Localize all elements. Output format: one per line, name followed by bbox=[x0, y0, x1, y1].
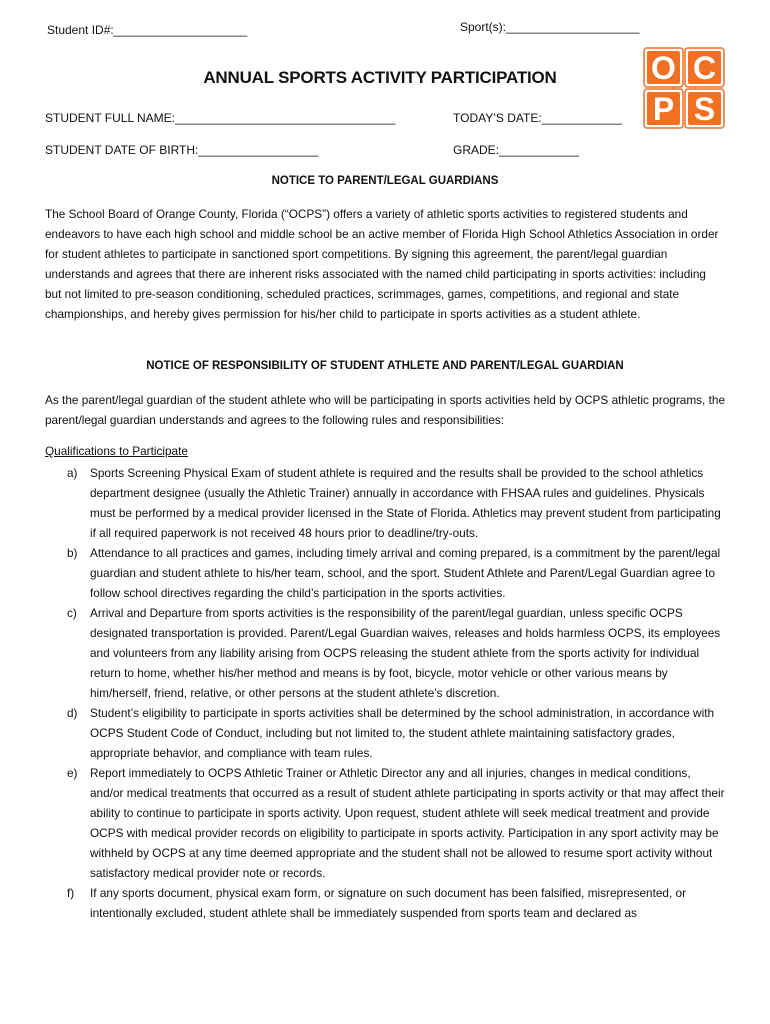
notice-responsibility-body: As the parent/legal guardian of the student athlete who will be participating in sports activities held by OCPS athletic programs, the parent/legal guardian understands and agrees to the following rules and responsibilities: bbox=[45, 393, 726, 427]
logo-letter-o: O bbox=[651, 50, 676, 86]
list-item-text: Sports Screening Physical Exam of student athlete is required and the results shall be provided to the school athletics department designee (usually the Athletic Trainer) annually in accordance with FHSAA rules and guidelines. Physicals must be performed by a medical provider licensed in the State of Florida. Athletics may prevent student from participating if all required paperwork is not received 48 hours prior to deadline/try-outs. bbox=[90, 466, 721, 540]
sports-field[interactable]: Sport(s):____________________ bbox=[460, 20, 640, 34]
qualifications-heading: Qualifications to Participate bbox=[45, 444, 188, 458]
list-marker: c) bbox=[67, 606, 77, 620]
notice-responsibility-heading: NOTICE OF RESPONSIBILITY OF STUDENT ATHLETE AND PARENT/LEGAL GUARDIAN bbox=[146, 360, 624, 372]
grade-field[interactable]: GRADE:____________ bbox=[453, 143, 580, 157]
notice-parent-body: The School Board of Orange County, Florida (“OCPS”) offers a variety of athletic sports activities to registered students and endeavors to have each high school and middle school be an active member of Florida High School Athletics Association in order for student athletes to participate in sanctioned sport competitions. By signing this agreement, the parent/legal guardian understands and agrees that there are inherent risks associated with the named child participating in sports activities: including but not limited to pre-season conditioning, scheduled practices, scrimmages, games, competitions, and regional and state championships, and hereby gives permission for his/her child to participate in sports activities as a student athlete. bbox=[45, 207, 719, 321]
list-item bbox=[45, 703, 725, 763]
student-dob-field[interactable]: STUDENT DATE OF BIRTH:__________________ bbox=[45, 143, 319, 157]
student-full-name-field[interactable]: STUDENT FULL NAME:_________________________________ bbox=[45, 111, 396, 125]
qualifications-list bbox=[45, 463, 725, 923]
list-item bbox=[45, 463, 725, 543]
list-marker: d) bbox=[67, 706, 78, 720]
student-id-field[interactable]: Student ID#:____________________ bbox=[47, 23, 248, 37]
page-title-text: ANNUAL SPORTS ACTIVITY PARTICIPATION bbox=[203, 68, 557, 87]
list-marker: b) bbox=[67, 546, 78, 560]
page-title bbox=[0, 68, 770, 88]
list-item bbox=[45, 543, 725, 603]
list-item bbox=[45, 763, 725, 883]
list-item bbox=[45, 883, 725, 923]
list-item-text: Student’s eligibility to participate in sports activities shall be determined by the school administration, in accordance with OCPS Student Code of Conduct, including but not limited to, the student athlete maintaining satisfactory grades, appropriate behavior, and compliance with team rules. bbox=[90, 706, 715, 760]
logo-letter-p: P bbox=[652, 91, 675, 127]
list-item bbox=[45, 603, 725, 703]
list-item-text: Attendance to all practices and games, including timely arrival and coming prepared, is a commitment by the parent/legal guardian and student athlete to his/her team, school, and the sport. Student Athlete and Parent/Legal Guardian agree to follow school directives regarding the child’s participation in the sports activities. bbox=[90, 546, 721, 600]
logo-letter-c: C bbox=[692, 50, 717, 86]
list-marker: e) bbox=[67, 766, 78, 780]
logo-letter-s: S bbox=[693, 91, 716, 127]
list-item-text: Report immediately to OCPS Athletic Trainer or Athletic Director any and all injuries, changes in medical conditions, and/or medical treatments that occurred as a result of student athlete participating in sports activity or that may affect their ability to continue to participate in sports activity. Upon request, student athlete will seek medical treatment and provide OCPS with medical provider records on eligibility to participate in sports activity. Participation in any sport activity may be withheld by OCPS at any time deemed appropriate and the student shall not be allowed to resume sport activity without satisfactory medical provider note or records. bbox=[90, 766, 725, 880]
list-marker: f) bbox=[67, 886, 75, 900]
list-item-text: If any sports document, physical exam form, or signature on such document has been falsified, misrepresented, or intentionally excluded, student athlete shall be immediately suspended from sports team and declared as bbox=[90, 886, 687, 920]
list-marker: a) bbox=[67, 466, 78, 480]
list-item-text: Arrival and Departure from sports activities is the responsibility of the parent/legal guardian, unless specific OCPS designated transportation is provided. Parent/Legal Guardian waives, releases and holds harmless OCPS, its employees and volunteers from any liability arising from OCPS releasing the student athlete from the sports activity for individual return to home, whether his/her method and means is by foot, bicycle, motor vehicle or other various means by him/herself, friend, relative, or other persons at the student athlete’s discretion. bbox=[90, 606, 721, 700]
ocps-logo bbox=[643, 47, 725, 129]
todays-date-field[interactable]: TODAY’S DATE:____________ bbox=[453, 111, 622, 125]
notice-parent-heading: NOTICE TO PARENT/LEGAL GUARDIANS bbox=[271, 175, 499, 187]
